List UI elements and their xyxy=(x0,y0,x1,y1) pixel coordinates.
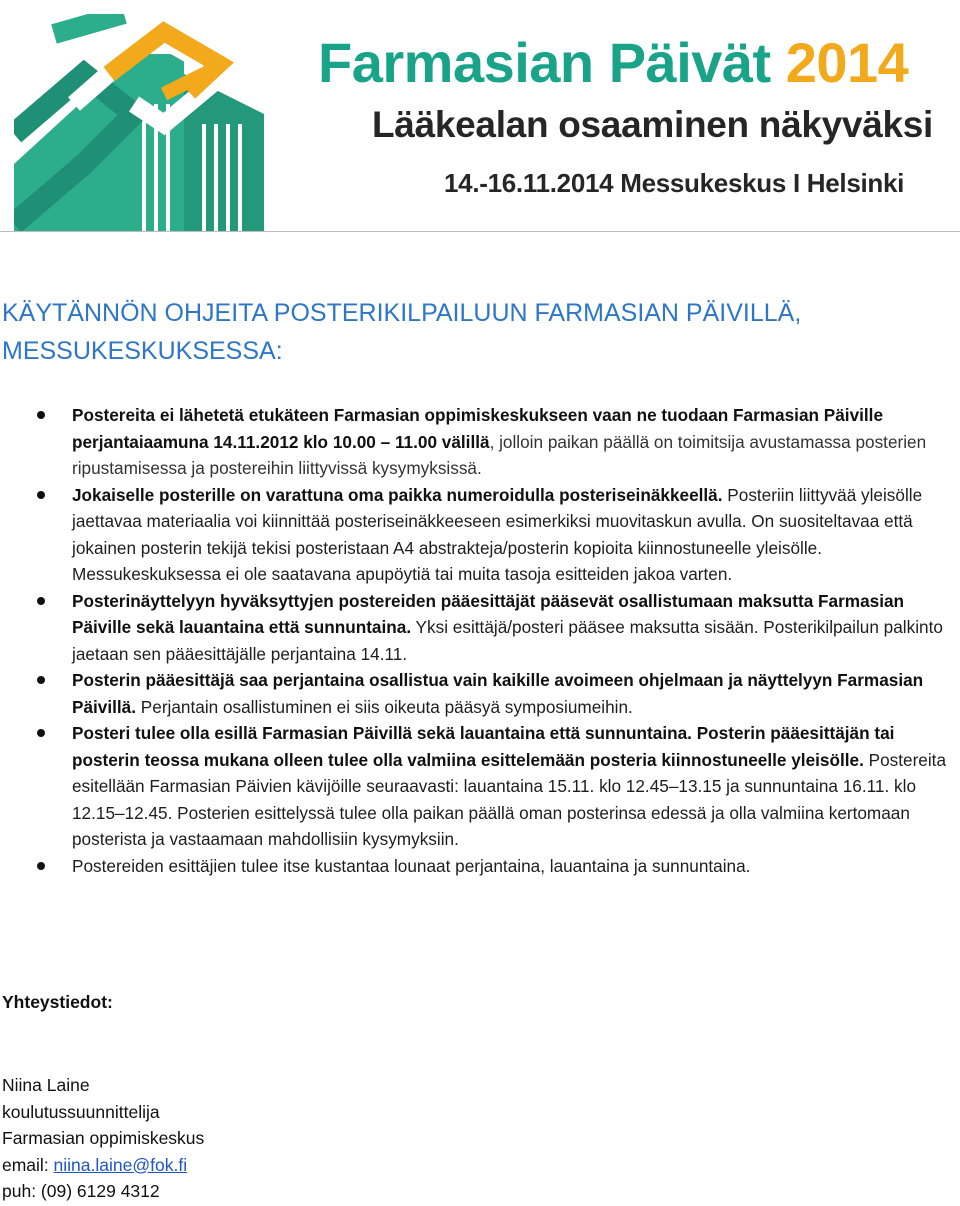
bullet-text: Yksi esittäjä/posteri pääsee maksutta sisään. Posterikilpailun palkinto jaetaan sen pääesittäjälle perjantaina 14.11. xyxy=(72,617,943,664)
document-title: KÄYTÄNNÖN OHJEITA POSTERIKILPAILUUN FARMASIAN PÄIVILLÄ, MESSUKESKUKSESSA: xyxy=(2,299,802,365)
bullet-bold-text: Posteri tulee olla esillä Farmasian Päivillä sekä lauantaina että sunnuntaina. Posterin pääesittäjän tai posterin teossa mukana olleen tulee olla valmiina esittelemään posteria kiinnostuneelle yleisölle. xyxy=(72,723,895,770)
event-dates: 14.-16.11.2014 Messukeskus I Helsinki xyxy=(444,168,905,198)
event-title: Farmasian Päivät 2014 xyxy=(318,31,909,94)
event-subtitle: Lääkealan osaaminen näkyväksi xyxy=(372,104,934,145)
bullet-bold-text: Postereita ei lähetetä etukäteen Farmasian oppimiskeskukseen vaan ne tuodaan Farmasian Päiville perjantaiaamuna 14.11.2012 klo 10.00 – 11.00 välillä xyxy=(72,405,884,452)
bullet-text: Postereita esitellään Farmasian Päivien kävijöille seuraavasti: lauantaina 15.11. klo 12.45–13.15 ja sunnuntaina 16.11. klo 12.15–12.45. Posterien esittelyssä tulee olla paikan päällä oman posterinsa edessä ja olla valmiina kertomaan posterista ja vastaamaan mahdollisiin kysymyksiin. xyxy=(72,749,947,849)
bullet-text: Postereiden esittäjien tulee itse kustantaa lounaat perjantaina, lauantaina ja sunnuntaina. xyxy=(72,855,751,876)
email-link[interactable]: niina.laine@fok.fi xyxy=(53,1154,188,1175)
bullet-text: , jolloin paikan päällä on toimitsija avustamassa posterien ripustamisessa ja postereihin liittyvissä kysymyksissä. xyxy=(72,431,927,478)
bullet-text: Posteriin liittyvää yleisölle jaettavaa materiaalia voi kiinnittää posteriseinäkkeeseen esimerkiksi muovitaskun avulla. On suositeltavaa että jokainen posterin tekijä tekisi posteristaan A4 abstrakteja/posterin kopioita kiinnostuneelle yleisölle. Messukeskuksessa ei ole saatavana apupöytiä tai muita tasoja esitteiden jakoa varten. xyxy=(72,484,923,584)
contacts-heading: Yhteystiedot: xyxy=(2,992,113,1012)
bullet-icon xyxy=(37,729,45,737)
bullet-icon xyxy=(37,597,45,605)
contact-org: Farmasian oppimiskeskus xyxy=(2,1128,205,1148)
list-item xyxy=(0,720,960,853)
bullet-bold-text: Posterinäyttelyyn hyväksyttyjen postereiden pääesittäjät pääsevät osallistumaan maksutta Farmasian Päiville sekä lauantaina että sunnuntaina. xyxy=(72,590,905,637)
list-item xyxy=(0,667,960,720)
contact-role: koulutussuunnittelija xyxy=(2,1101,160,1122)
event-year: 2014 xyxy=(785,31,909,94)
instructions-list xyxy=(0,402,960,879)
contact-phone: puh: (09) 6129 4312 xyxy=(2,1181,160,1201)
contact-email-row xyxy=(2,1152,204,1179)
bullet-icon xyxy=(37,862,45,870)
farmasian-paivat-logo xyxy=(14,14,266,232)
bullet-bold-text: Posterin pääesittäjä saa perjantaina osallistua vain kaikille avoimeen ohjelmaan ja näyttelyyn Farmasian Päivillä. xyxy=(72,670,924,717)
list-item xyxy=(0,588,960,668)
bullet-text: Perjantain osallistuminen ei siis oikeuta pääsyä symposiumeihin. xyxy=(136,696,633,717)
email-label: email: xyxy=(2,1154,54,1175)
bullet-icon xyxy=(37,491,45,499)
bullet-bold-text: Jokaiselle posterille on varattuna oma paikka numeroidulla posteriseinäkkeellä. xyxy=(72,484,723,505)
list-item xyxy=(0,853,960,880)
bullet-icon xyxy=(37,411,45,419)
bullet-icon xyxy=(37,676,45,684)
list-item xyxy=(0,482,960,588)
header-divider xyxy=(0,231,960,232)
contact-name: Niina Laine xyxy=(2,1075,90,1095)
event-header xyxy=(0,0,960,232)
contact-block xyxy=(2,1072,204,1205)
list-item xyxy=(0,402,960,482)
